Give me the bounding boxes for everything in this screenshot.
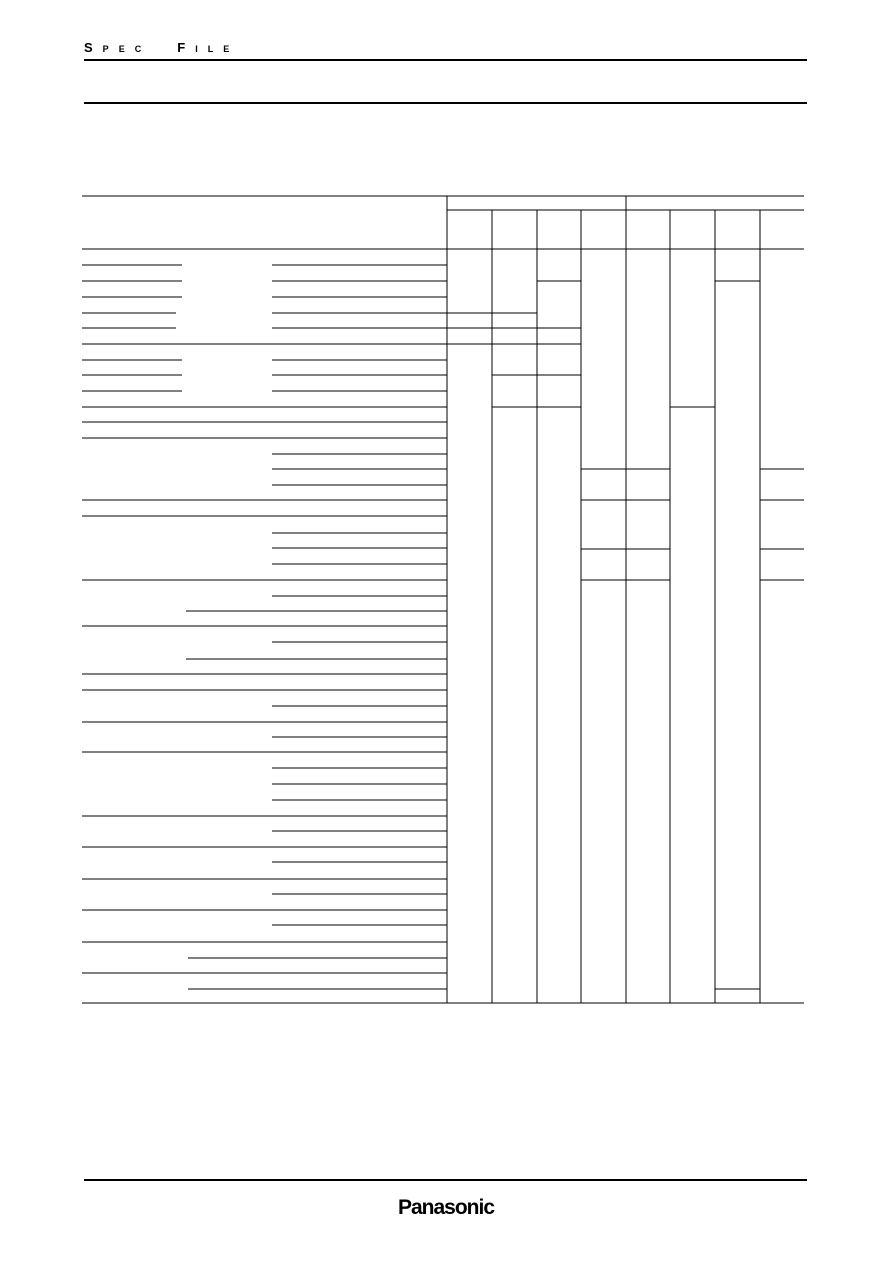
header-letter: E [223,44,231,54]
header-letter: S [84,40,94,55]
header-letter: P [102,44,110,54]
panasonic-logo: Panasonic [397,1196,495,1219]
header-letter: I [195,44,199,54]
footer-rule [84,1179,807,1181]
header-letter: E [118,44,126,54]
header-letter: C [134,44,143,54]
header-letter: F [177,40,187,55]
header-letter: L [207,44,215,54]
